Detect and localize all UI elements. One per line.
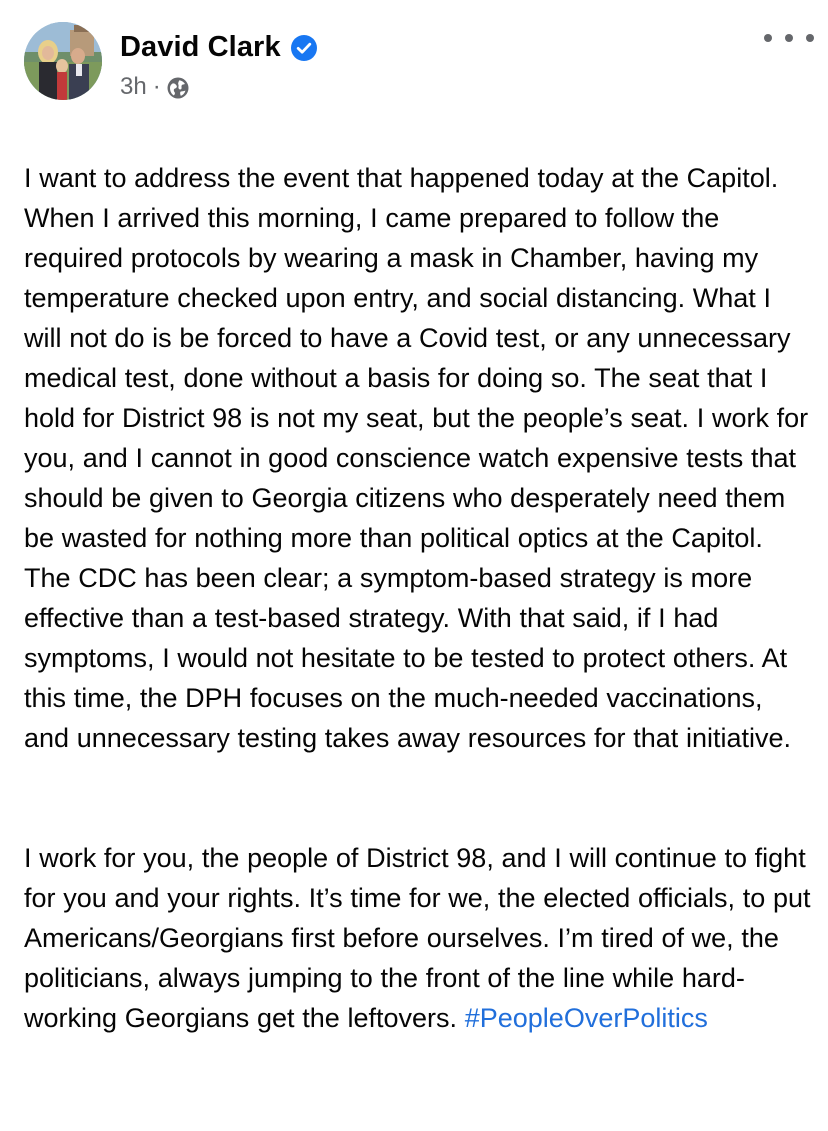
verified-badge-icon [290,34,318,62]
hashtag-link[interactable]: #PeopleOverPolitics [464,1003,708,1033]
globe-icon[interactable] [166,76,190,100]
avatar-photo [24,22,102,100]
more-dot [764,34,772,42]
more-dot [806,34,814,42]
post-paragraph-text: I work for you, the people of District 98, and I will continue to fight for you and your rights. It’s time for we, the elected officials, to put Americans/Georgians first before ourselves. I’m tired of we, the politicians, always jumping to the front of the line while hard-working Georgians get the leftovers. [24,843,811,1033]
post-header [24,20,814,104]
meta-separator: · [152,73,161,100]
post-paragraph: I want to address the event that happened today at the Capitol. When I arrived this morning, I came prepared to follow the required protocols by wearing a mask in Chamber, having my temperature checked upon entry, and social distancing. What I will not do is be forced to have a Covid test, or any unnecessary medical test, done without a basis for doing so. The seat that I hold for District 98 is not my seat, but the people’s seat. I work for you, and I cannot in good conscience watch expensive tests that should be given to Georgia citizens who desperately need them be wasted for nothing more than political optics at the Capitol. The CDC has been clear; a symptom-based strategy is more effective than a test-based strategy. With that said, if I had symptoms, I would not hesitate to be tested to protect others. At this time, the DPH focuses on the much-needed vaccinations, and unnecessary testing takes away resources for that initiative. [24,163,809,753]
more-options-icon[interactable] [764,28,814,48]
post-paragraph [24,838,814,1038]
author-avatar[interactable] [24,22,102,100]
post-timestamp[interactable]: 3h [120,73,147,100]
post-body [24,118,814,1078]
post-meta [120,72,190,102]
author-name[interactable]: David Clark [120,31,281,63]
more-dot [785,34,793,42]
